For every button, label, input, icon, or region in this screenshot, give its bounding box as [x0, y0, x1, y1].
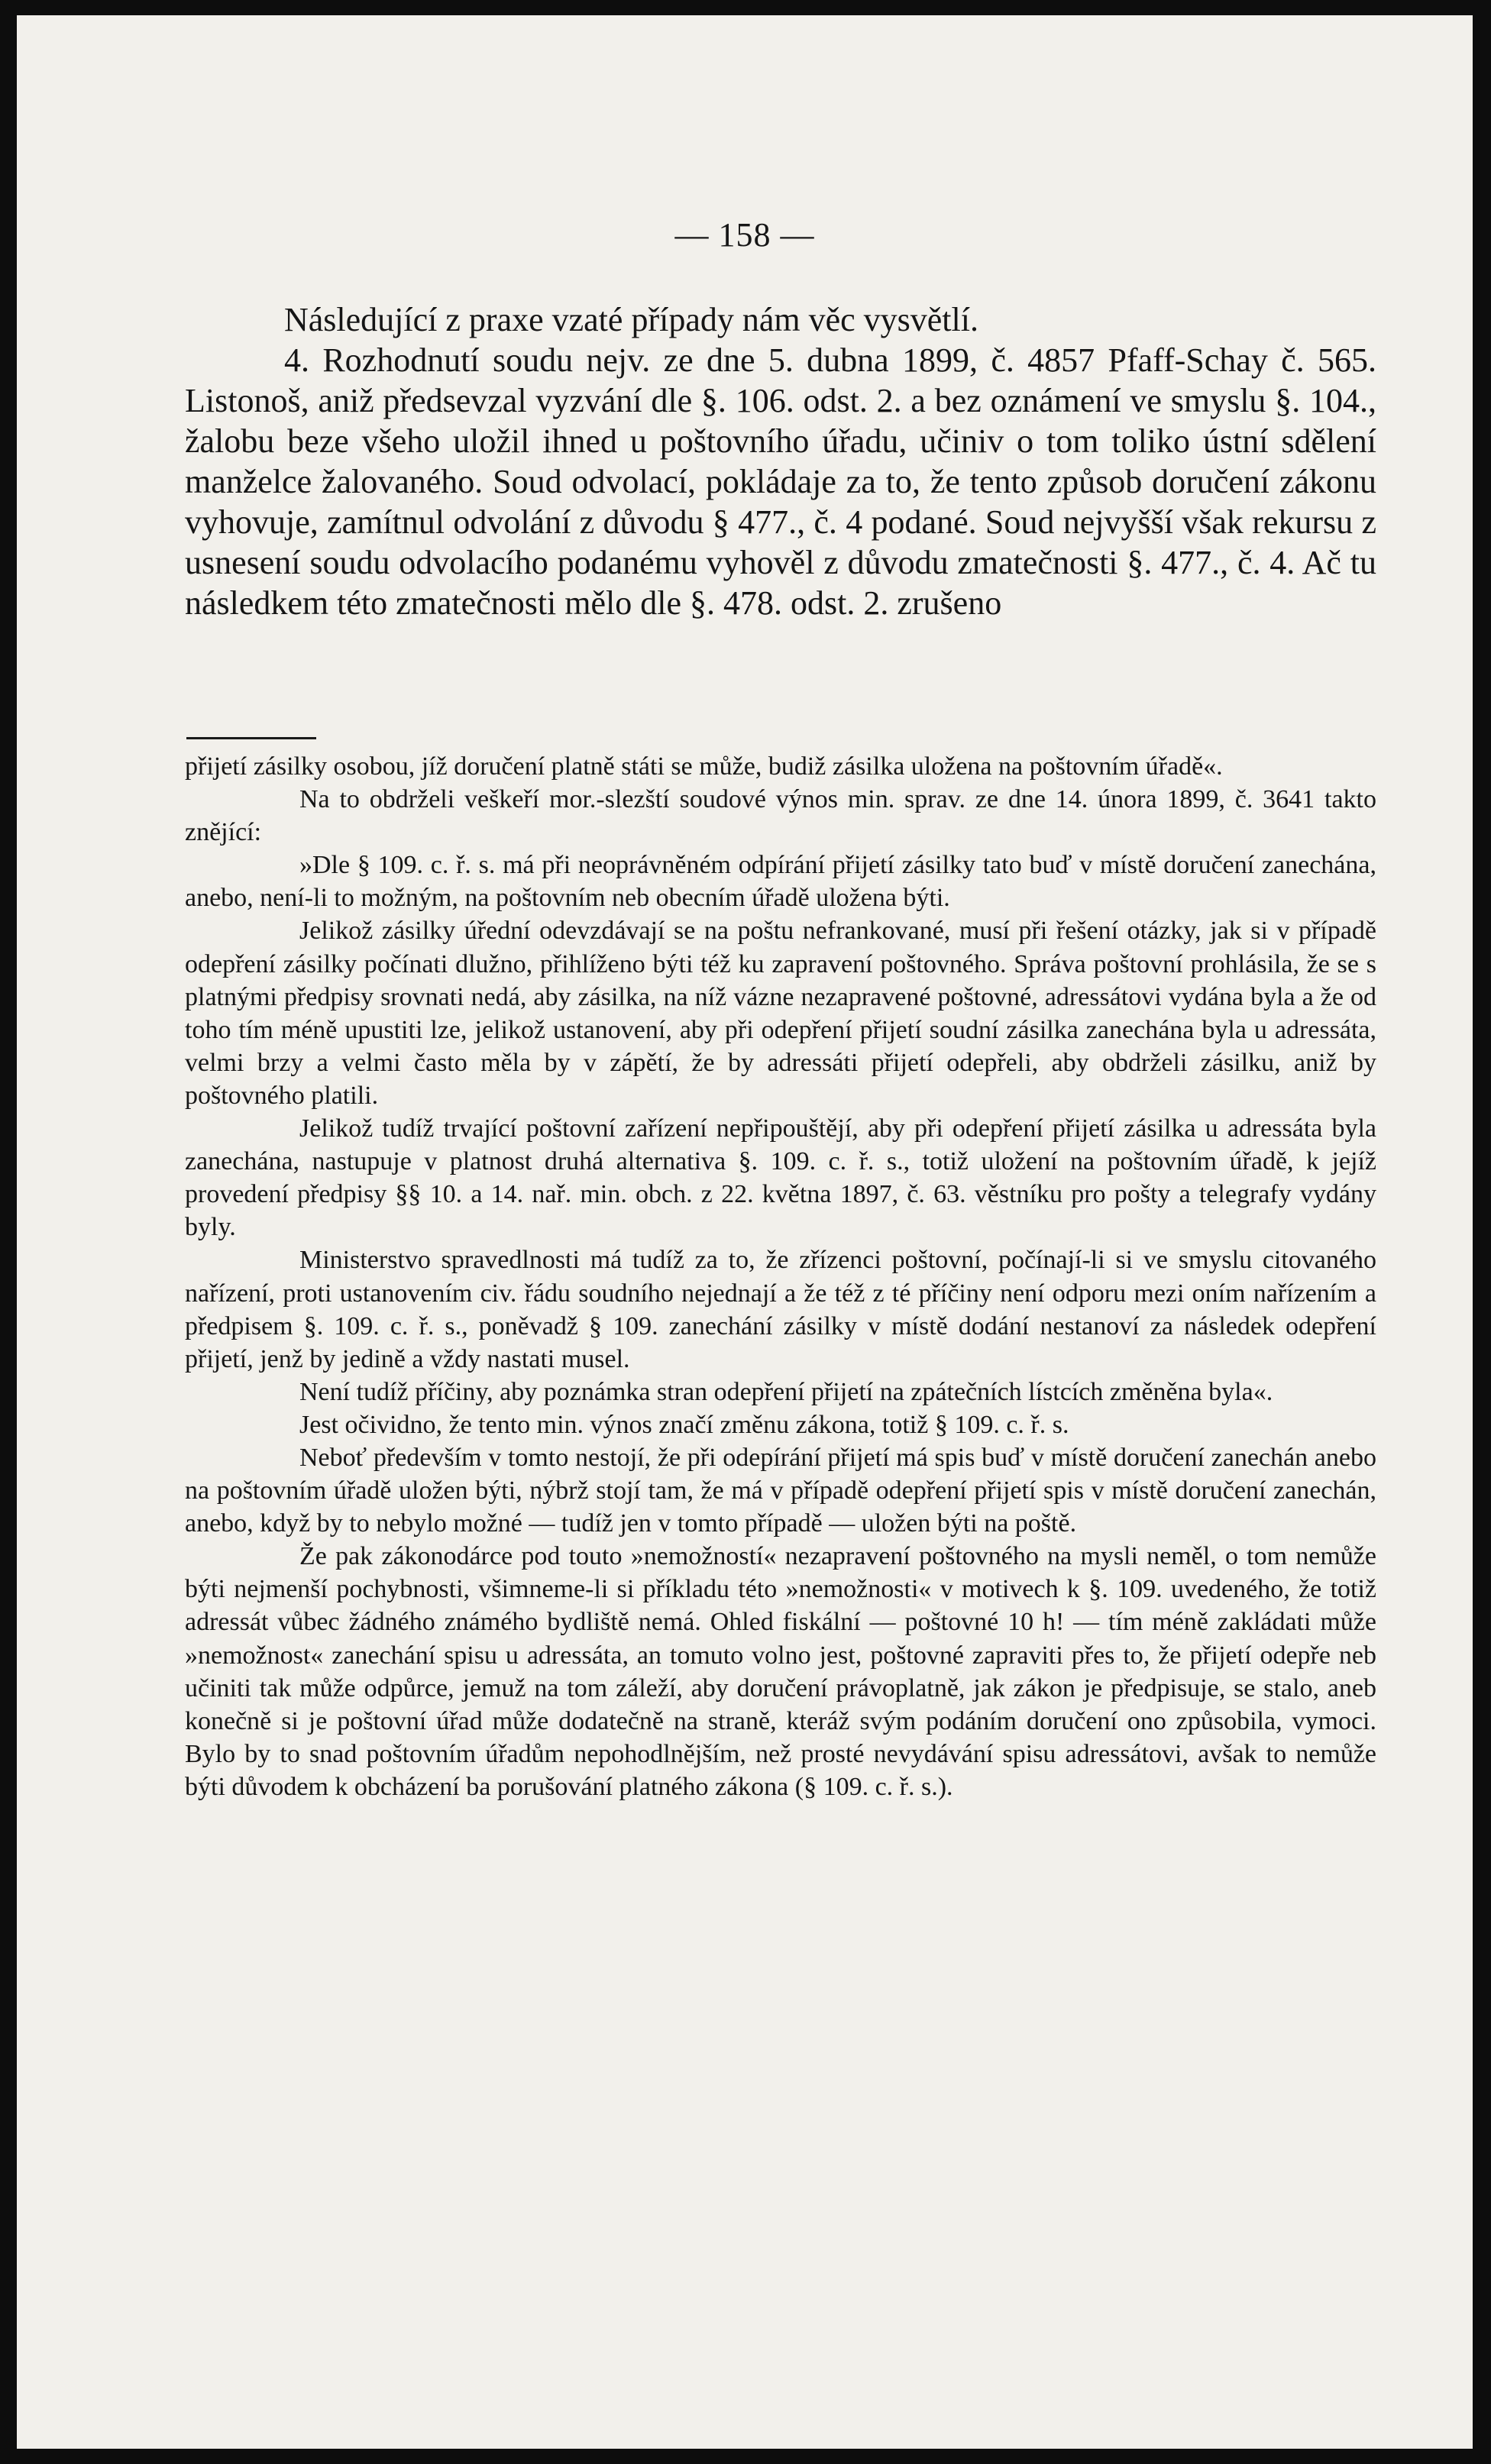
footnote-paragraph: Jest očividno, že tento min. výnos značí změnu zákona, totiž § 109. c. ř. s. — [299, 1410, 1069, 1439]
book-page — [17, 15, 1473, 2449]
footnote-divider — [186, 737, 316, 739]
footnote-paragraph: Neboť především v tomto nestojí, že při odepírání přijetí má spis buď v místě doručení zanechán anebo na poštovním úřadě uložen býti, nýbrž stojí tam, že má v případě odepření přijetí spis v místě doručení zanechán, anebo, když by to nebylo možné — tudíž jen v tomto případě — uložen býti na poště. — [185, 1443, 1376, 1538]
footnote-paragraph: Jelikož zásilky úřední odevzdávají se na poštu nefrankované, musí při řešení otázky, jak si v případě odepření zásilky počínati dlužno, přihlíženo býti též ku zapravení poštovného. Správa poštovní prohlásila, že se s platnými předpisy srovnati nedá, aby zásilka, na níž vázne nezapravené poštovné, adressátovi vydána byla a že od toho tím méně upustiti lze, jelikož ustanovení, aby při odepření přijetí soudní zásilka zanechána byla u adressáta, velmi brzy a velmi často měla by v zápětí, že by adressáti přijetí odepřeli, aby obdrželi zásilku, aniž by poštovného platili. — [185, 917, 1376, 1110]
footnote-paragraph: Že pak zákonodárce pod touto »nemožností« nezapravení poštovného na mysli neměl, o tom nemůže býti nejmenší pochybnosti, všimneme-li si příkladu této »nemožnosti« v motivech k §. 109. uvedeného, že totiž adressát vůbec žádného známého bydliště nemá. Ohled fiskální — poštovné 10 h! — tím méně zakládati může »nemožnost« zanechání spisu u adressáta, an tomuto volno jest, poštovné zapraviti přes to, že přijetí odepře neb učiniti tak může odpůrce, jemuž na tom záleží, aby doručení právoplatně, jak zákon je předpisuje, se stalo, aneb konečně si je poštovní úřad může dodatečně na straně, kteráž svým podáním doručení ono způsobila, vymoci. Bylo by to snad poštovním úřadům nepohodlnějším, než prosté nevydávání spisu adressátovi, avšak to nemůže býti důvodem k obcházení ba porušování platného zákona (§ 109. c. ř. s.). — [185, 1542, 1376, 1801]
footnote-paragraph: »Dle § 109. c. ř. s. má při neoprávněném odpírání přijetí zásilky tato buď v místě doručení zanechána, anebo, není-li to možným, na poštovním neb obecním úřadě uložena býti. — [185, 851, 1376, 913]
main-paragraph: 4. Rozhodnutí soudu nejv. ze dne 5. dubna 1899, č. 4857 Pfaff-Schay č. 565. Listonoš, aniž předsevzal vyzvání dle §. 106. odst. 2. a bez oznámení ve smyslu §. 104., žalobu beze všeho uložil ihned u poštovního úřadu, učiniv o tom toliko ústní sdělení manželce žalovaného. Soud odvolací, pokládaje za to, že tento způsob doručení zákonu vyhovuje, zamítnul odvolání z důvodu § 477., č. 4 podané. Soud nejvyšší však rekursu z usnesení soudu odvolacího podanému vyhověl z důvodu zmatečnosti §. 477., č. 4. Ač tu následkem této zmatečnosti mělo dle §. 478. odst. 2. zrušeno — [185, 341, 1376, 622]
footnote-paragraph: přijetí zásilky osobou, jíž doručení platně státi se může, budiž zásilka uložena na poštovním úřadě«. — [185, 752, 1223, 781]
footnote-paragraph: Jelikož tudíž trvající poštovní zařízení nepřipouštějí, aby při odepření přijetí zásilka u adressáta byla zanechána, nastupuje v platnost druhá alternativa §. 109. c. ř. s., totiž uložení na poštovním úřadě, k jejíž provedení předpisy §§ 10. a 14. nař. min. obch. z 22. května 1897, č. 63. věstníku pro pošty a telegrafy vydány byly. — [185, 1114, 1376, 1242]
page-number: — 158 — — [674, 216, 815, 254]
main-paragraph: Následující z praxe vzaté případy nám věc vysvětlí. — [284, 301, 978, 338]
footnote-paragraph: Na to obdrželi veškeří mor.-slezští soudové výnos min. sprav. ze dne 14. února 1899, č. 3641 takto znějící: — [185, 785, 1376, 847]
main-text — [185, 299, 1376, 623]
footnote-paragraph: Není tudíž příčiny, aby poznámka stran odepření přijetí na zpátečních lístcích změněna byla«. — [299, 1377, 1273, 1406]
footnote-paragraph: Ministerstvo spravedlnosti má tudíž za to, že zřízenci poštovní, počínají-li si ve smyslu citovaného nařízení, proti ustanovením civ. řádu soudního nejednají a že též z té příčiny není odporu mezi oním nařízením a předpisem §. 109. c. ř. s., poněvadž § 109. zanechání zásilky v místě dodání nestanoví za následek odepření přijetí, jenž by jedině a vždy nastati musel. — [185, 1246, 1376, 1373]
footnote-text — [185, 750, 1376, 1803]
